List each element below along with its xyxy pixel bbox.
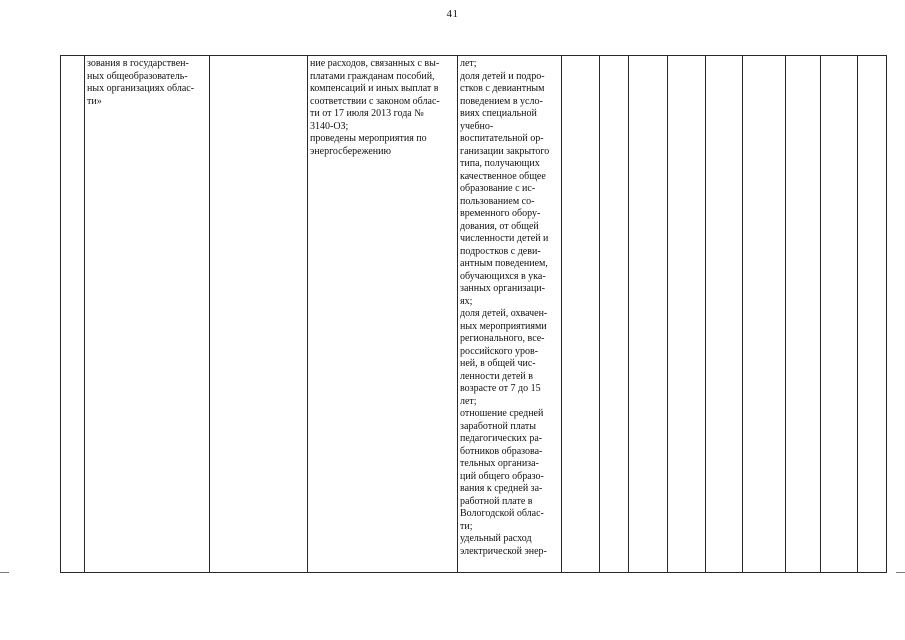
table-cell-empty bbox=[706, 56, 743, 573]
table-cell-number bbox=[61, 56, 85, 573]
data-table bbox=[60, 55, 887, 573]
table-cell-empty bbox=[821, 56, 858, 573]
indicators-text: лет; доля детей и подро- стков с девиантным поведением в усло- виях специальной учебно- воспитательной ор- ганизации закрытого типа, получающих качественное общее образование с ис- пользованием со- временного обору- дования, от общей численности детей и подростков с деви- антным поведением, обучающихся в ука- занных организаци- ях; доля детей, охвачен- ных мероприятиями регионального, все- российского уров- ней, в общей чис- ленности детей в возрасте от 7 до 15 лет; отношение средней заработной платы педагогических ра- ботников образова- тельных организа- ций общего образо- вания к средней за- работной плате в Вологодской облас- ти; удельный расход электрической энер- bbox=[460, 58, 550, 557]
table-cell-results bbox=[308, 56, 458, 573]
table-row bbox=[61, 56, 887, 573]
table-cell-empty bbox=[858, 56, 887, 573]
program-name-text: зования в государствен- ных общеобразователь- ных организациях облас- ти» bbox=[87, 58, 195, 107]
results-text: ние расходов, связанных с вы- платами гражданам пособий, компенсаций и иных выплат в соответствии с законом облас- ти от 17 июля 2013 года № 3140-ОЗ; проведены мероприятия по энергосбережению bbox=[310, 58, 440, 157]
table-cell-empty bbox=[600, 56, 629, 573]
table-cell-empty bbox=[786, 56, 821, 573]
page-number: 41 bbox=[446, 8, 459, 20]
table-cell-empty bbox=[629, 56, 668, 573]
crop-mark-right bbox=[896, 572, 905, 573]
crop-mark-left bbox=[0, 572, 9, 573]
table-cell-program-name bbox=[85, 56, 210, 573]
table-cell-empty bbox=[743, 56, 786, 573]
table-cell-empty bbox=[210, 56, 308, 573]
table-cell-empty bbox=[562, 56, 600, 573]
table-cell-empty bbox=[668, 56, 706, 573]
table-cell-indicators bbox=[458, 56, 562, 573]
